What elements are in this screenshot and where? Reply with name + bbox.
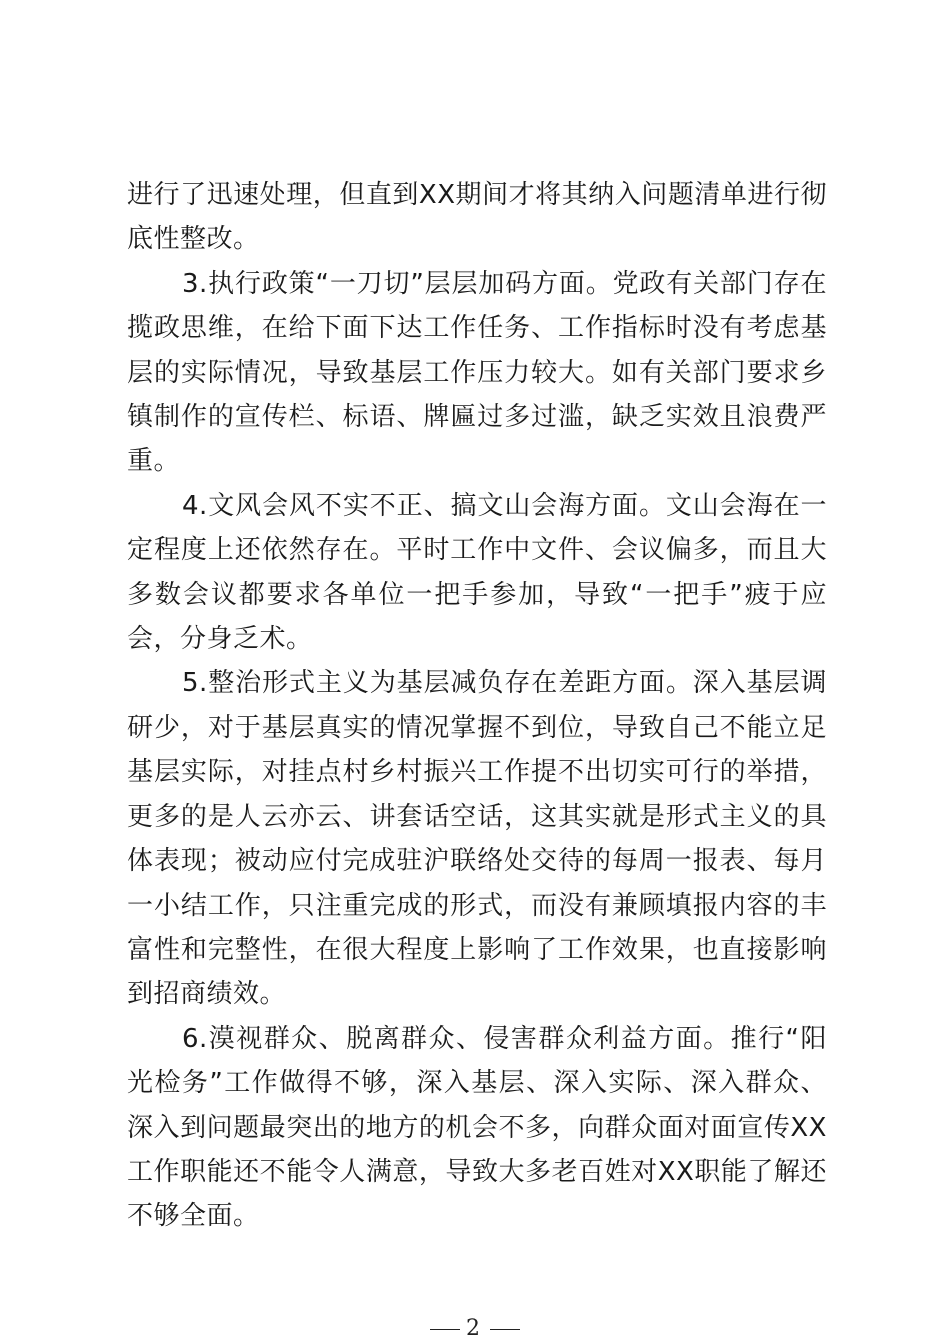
paragraph-item-6: 6.漠视群众、脱离群众、侵害群众利益方面。推行“阳光检务”工作做得不够，深入基层、深入实际、深入群众、深入到问题最突出的地方的机会不多，向群众面对面宣传XX工作职能还不能令人满意，导致大多老百姓对XX职能了解还不够全面。 [127, 1023, 827, 1232]
paragraph-item-5: 5.整治形式主义为基层减负存在差距方面。深入基层调研少，对于基层真实的情况掌握不到位，导致自己不能立足基层实际，对挂点村乡村振兴工作提不出切实可行的举措，更多的是人云亦云、讲套话空话，这其实就是形式主义的具体表现；被动应付完成驻沪联络处交待的每周一报表、每月一小结工作，只注重完成的形式，而没有兼顾填报内容的丰富性和完整性，在很大程度上影响了工作效果，也直接影响到招商绩效。 [127, 668, 827, 1010]
paragraph-item-4: 4.文风会风不实不正、搞文山会海方面。文山会海在一定程度上还依然存在。平时工作中文件、会议偏多，而且大多数会议都要求各单位一把手参加，导致“一把手”疲于应会，分身乏术。 [127, 490, 827, 655]
paragraph-continuation: 进行了迅速处理，但直到XX期间才将其纳入问题清单进行彻底性整改。 [127, 180, 827, 255]
footer-dash-left [430, 1329, 460, 1330]
paragraph-item-3: 3.执行政策“一刀切”层层加码方面。党政有关部门存在揽政思维，在给下面下达工作任务、工作指标时没有考虑基层的实际情况，导致基层工作压力较大。如有关部门要求乡镇制作的宣传栏、标语、牌匾过多过滥，缺乏实效且浪费严重。 [127, 268, 827, 477]
page-footer [0, 1316, 950, 1341]
footer-dash-right [490, 1329, 520, 1330]
document-body [127, 173, 827, 1239]
page-number: 2 [466, 1316, 484, 1341]
